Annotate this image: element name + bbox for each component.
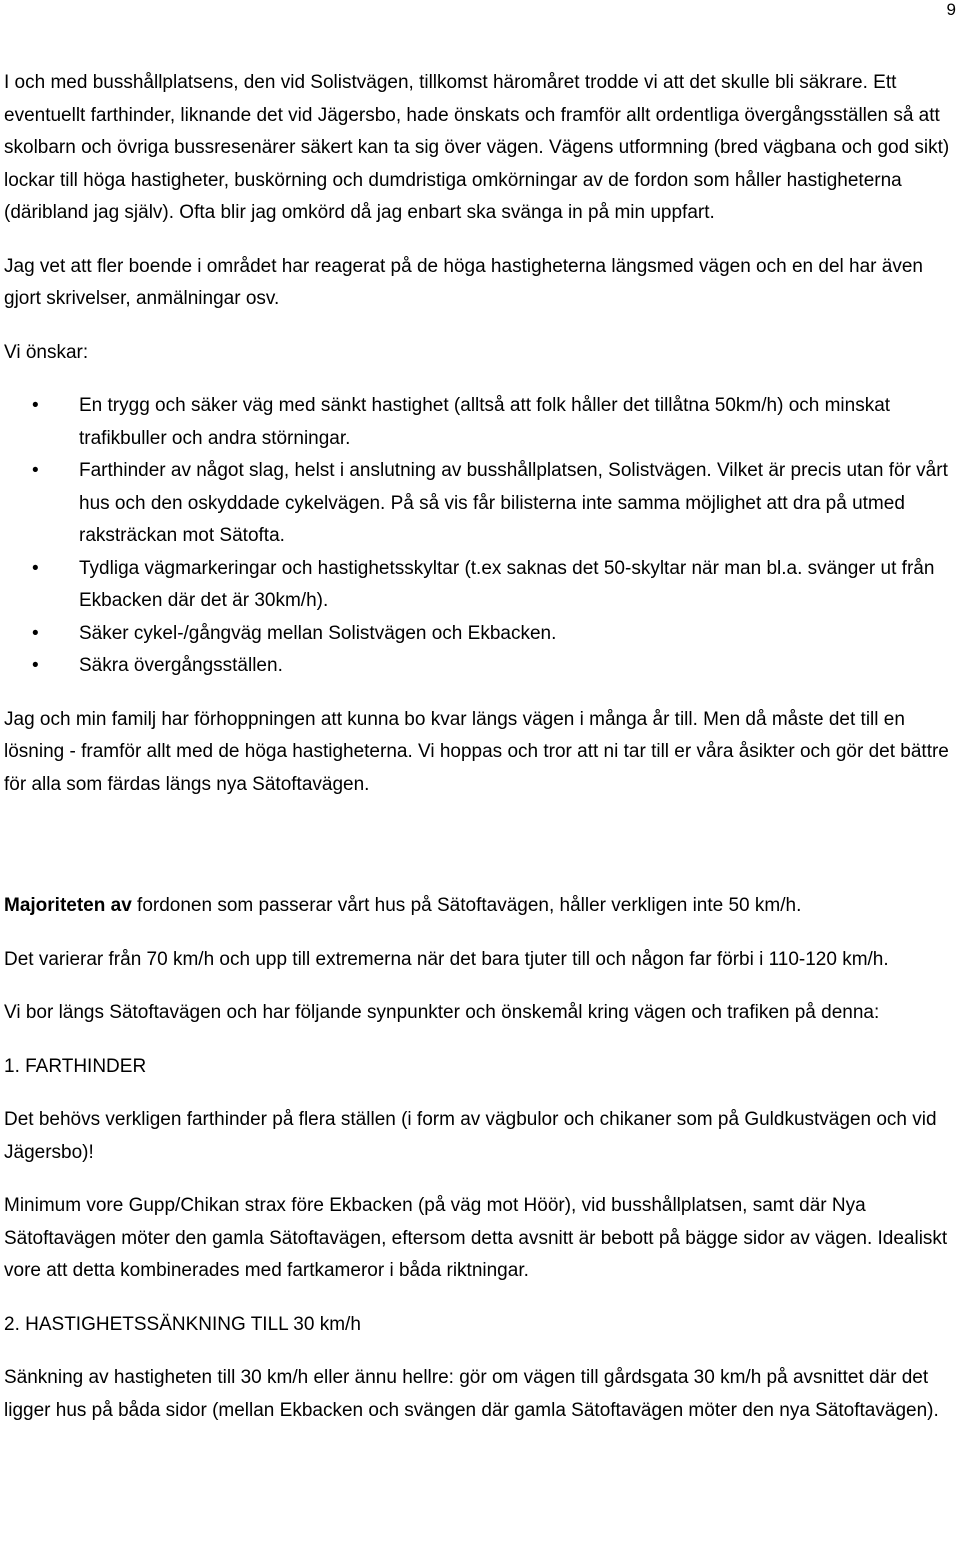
wishes-list (4, 390, 958, 683)
bullet-icon: • (32, 395, 39, 416)
paragraph-residents: Jag vet att fler boende i området har reagerat på de höga hastigheterna längsmed vägen och en del har även gjort skrivelser, anmälningar osv. (4, 255, 923, 309)
page-number: 9 (946, 0, 956, 19)
paragraph-speed-variation: Det varierar från 70 km/h och upp till extremerna när det bara tjuter till och någon far förbi i 110-120 km/h. (4, 948, 889, 970)
list-item (4, 650, 958, 683)
section-spacer (4, 822, 958, 890)
paragraph-majority-text: fordonen som passerar vårt hus på Sätoftavägen, håller verkligen inte 50 km/h. (131, 895, 802, 916)
bullet-icon: • (32, 655, 39, 676)
list-item (4, 390, 958, 455)
paragraph-speed-reduction: Sänkning av hastigheten till 30 km/h eller ännu hellre: gör om vägen till gårdsgata 30 km/h på avsnittet där det ligger hus på båda sidor (mellan Ekbacken och svängen där gamla Sätoftavägen möter den nya Sätoftavägen). (4, 1367, 939, 1421)
paragraph-speed-bumps: Det behövs verkligen farthinder på flera ställen (i form av vägbulor och chikaner som på Guldkustvägen och vid Jägersbo)! (4, 1109, 937, 1163)
paragraph-viewpoints-intro: Vi bor längs Sätoftavägen och har följande synpunkter och önskemål kring vägen och trafiken på denna: (4, 1002, 880, 1023)
paragraph-majority (4, 890, 958, 923)
heading-farthinder: 1. FARTHINDER (4, 1055, 147, 1077)
list-item-text: En trygg och säker väg med sänkt hastighet (alltså att folk håller det tillåtna 50km/h) och minskat trafikbuller och andra störningar. (79, 395, 891, 449)
list-item (4, 618, 958, 651)
list-item-text: Farthinder av något slag, helst i anslutning av busshållplatsen, Solistvägen. Vilket är precis utan för vårt hus och den oskyddade cykelvägen. På så vis får bilisterna inte samma möjlighet att dra på utmed raksträckan mot Sätofta. (79, 460, 948, 546)
paragraph-wishes-intro: Vi önskar: (4, 341, 89, 363)
document-body (4, 67, 958, 1448)
paragraph-bus-stop: I och med busshållplatsens, den vid Solistvägen, tillkomst häromåret trodde vi att det skulle bli säkrare. Ett eventuellt farthinder, liknande det vid Jägersbo, hade önskats och framför allt ordentliga övergångsställen så att skolbarn och övriga bussresenärer säkert kan ta sig över vägen. Vägens utformning (bred vägbana och god sikt) lockar till höga hastigheter, buskörning och dumdristiga omkörningar av de fordon som håller hastigheterna (däribland jag själv). Ofta blir jag omkörd då jag enbart ska svänga in på min uppfart. (4, 72, 950, 223)
bullet-icon: • (32, 460, 39, 481)
list-item-text: Tydliga vägmarkeringar och hastighetsskyltar (t.ex saknas det 50-skyltar när man bl.a. svänger ut från Ekbacken där det är 30km/h). (79, 557, 935, 611)
paragraph-minimum: Minimum vore Gupp/Chikan strax före Ekbacken (på väg mot Höör), vid busshållplatsen, samt där Nya Sätoftavägen möter den gamla Sätoftavägen, eftersom detta avsnitt är bebott på bägge sidor av vägen. Idealiskt vore att detta kombinerades med fartkameror i båda riktningar. (4, 1195, 948, 1281)
paragraph-family-hope: Jag och min familj har förhoppningen att kunna bo kvar längs vägen i många år till. Men då måste det till en lösning - framför allt med de höga hastigheterna. Vi hoppas och tror att ni tar till er våra åsikter och gör det bättre för alla som färdas längs nya Sätoftavägen. (4, 708, 949, 795)
heading-speed-reduction: 2. HASTIGHETSSÄNKNING TILL 30 km/h (4, 1313, 361, 1335)
bullet-icon: • (32, 557, 39, 579)
list-item (4, 553, 958, 618)
bold-emphasis: Majoriteten av (4, 895, 132, 916)
bullet-icon: • (32, 622, 39, 644)
list-item (4, 455, 958, 553)
list-item-text: Säker cykel-/gångväg mellan Solistvägen och Ekbacken. (79, 622, 557, 644)
list-item-text: Säkra övergångsställen. (79, 655, 283, 676)
